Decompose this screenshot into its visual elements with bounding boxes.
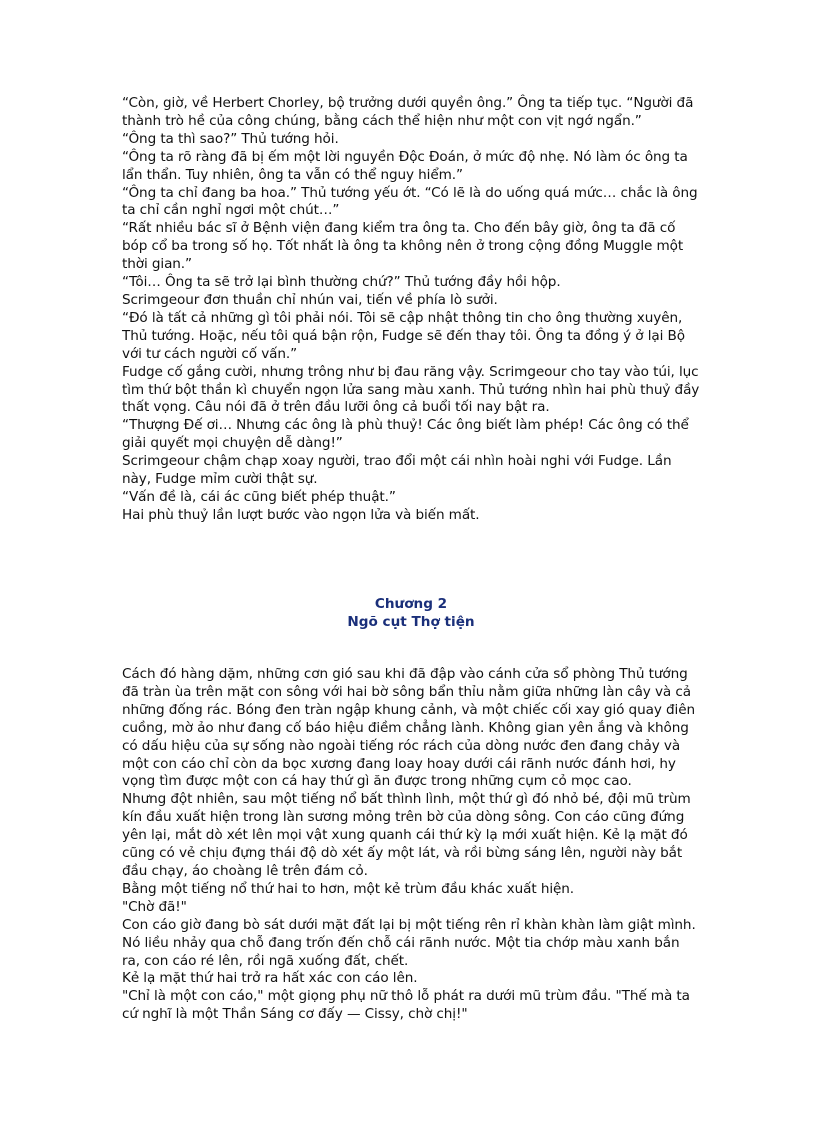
paragraph: “Đó là tất cả những gì tôi phải nói. Tôi sẽ cập nhật thông tin cho ông thường xuyên, Thủ tướng. Hoặc, nếu tôi quá bận rộn, Fudge sẽ đến thay tôi. Ông ta đồng ý ở lại Bộ với tư cách người cố vấn.” bbox=[122, 309, 685, 362]
paragraph: Con cáo giờ đang bò sát dưới mặt đất lại bị một tiếng rên rỉ khàn khàn làm giật mình. Nó liều nhảy qua chỗ đang trốn đến chỗ cái rãnh nước. Một tia chớp màu xanh bắn ra, con cáo ré lên, rồi ngã xuống đất, chết. bbox=[122, 916, 696, 969]
paragraph: "Chỉ là một con cáo," một giọng phụ nữ thô lỗ phát ra dưới mũ trùm đầu. "Thế mà ta cứ nghĩ là một Thần Sáng cơ đấy — Cissy, chờ chị!" bbox=[122, 988, 690, 1023]
paragraph: Fudge cố gắng cười, nhưng trông như bị đau răng vậy. Scrimgeour cho tay vào túi, lục tìm thứ bột thần kì chuyển ngọn lửa sang màu xanh. Thủ tướng nhìn hai phù thuỷ đầy thất vọng. Câu nói đã ở trên đầu lưỡi ông cả buổi tối nay bật ra. bbox=[122, 363, 700, 416]
paragraph: Kẻ lạ mặt thứ hai trở ra hất xác con cáo lên. bbox=[122, 970, 418, 987]
chapter-title: Ngõ cụt Thợ tiện bbox=[347, 614, 475, 630]
paragraph: Scrimgeour chậm chạp xoay người, trao đổi một cái nhìn hoài nghi với Fudge. Lần này, Fudge mỉm cười thật sự. bbox=[122, 453, 672, 488]
narrative-text-top bbox=[122, 95, 700, 525]
paragraph: Scrimgeour đơn thuần chỉ nhún vai, tiến về phía lò sưởi. bbox=[122, 291, 498, 308]
paragraph: “Ông ta chỉ đang ba hoa.” Thủ tướng yếu ớt. “Có lẽ là do uống quá mức… chắc là ông ta chỉ cần nghỉ ngơi một chút…” bbox=[122, 184, 698, 219]
paragraph: “Rất nhiều bác sĩ ở Bệnh viện đang kiểm tra ông ta. Cho đến bây giờ, ông ta đã cố bóp cổ ba trong số họ. Tốt nhất là ông ta không nên ở trong cộng đồng Muggle một thời gian.” bbox=[122, 220, 684, 273]
paragraph: Cách đó hàng dặm, những cơn gió sau khi đã đập vào cánh cửa sổ phòng Thủ tướng đã tràn ùa trên mặt con sông với hai bờ sông bẩn thỉu nằm giữa những làn cây và cả những đống rác. Bóng đen tràn ngập khung cảnh, và một chiếc cối xay gió quay điên cuồng, mờ ảo như đang cố báo hiệu điềm chẳng lành. Không gian yên ắng và không có dấu hiệu của sự sống nào ngoài tiếng róc rách của dòng nước đen đang chảy và một con cáo chỉ còn da bọc xương đang loay hoay dưới cái rãnh nước đánh hơi, hy vọng tìm được một con cá hay thứ gì ăn được trong những cụm cỏ mọc cao. bbox=[122, 666, 695, 790]
paragraph: “Ông ta thì sao?” Thủ tướng hỏi. bbox=[122, 130, 339, 147]
chapter-heading bbox=[122, 595, 700, 631]
paragraph: Hai phù thuỷ lần lượt bước vào ngọn lửa và biến mất. bbox=[122, 506, 480, 523]
paragraph: “Tôi… Ông ta sẽ trở lại bình thường chứ?” Thủ tướng đầy hồi hộp. bbox=[122, 274, 561, 291]
paragraph: “Còn, giờ, về Herbert Chorley, bộ trưởng dưới quyền ông.” Ông ta tiếp tục. “Người đã thành trò hề của công chúng, bằng cách thể hiện như một con vịt ngớ ngẩn.” bbox=[122, 95, 694, 129]
paragraph: “Thượng Đế ơi… Nhưng các ông là phù thuỷ! Các ông biết làm phép! Các ông có thể giải quyết mọi chuyện dễ dàng!” bbox=[122, 417, 689, 452]
paragraph: “Ông ta rõ ràng đã bị ếm một lời nguyền Độc Đoán, ở mức độ nhẹ. Nó làm óc ông ta lẩn thẩn. Tuy nhiên, ông ta vẫn có thể nguy hiểm.” bbox=[122, 148, 688, 183]
paragraph: Bằng một tiếng nổ thứ hai to hơn, một kẻ trùm đầu khác xuất hiện. bbox=[122, 880, 575, 897]
paragraph: “Vấn đề là, cái ác cũng biết phép thuật.” bbox=[122, 488, 396, 505]
narrative-text-bottom bbox=[122, 666, 700, 1024]
paragraph: Nhưng đột nhiên, sau một tiếng nổ bất thình lình, một thứ gì đó nhỏ bé, đội mũ trùm kín đầu xuất hiện trong làn sương mỏng trên bờ của dòng sông. Con cáo cũng đứng yên lại, mắt dò xét lên mọi vật xung quanh cái thứ kỳ lạ mới xuất hiện. Kẻ lạ mặt đó cũng có vẻ chịu đựng thái độ dò xét ấy một lát, và rồi bừng sáng lên, người này bắt đầu chạy, áo choàng lê trên đám cỏ. bbox=[122, 791, 691, 879]
paragraph: "Chờ đã!" bbox=[122, 898, 187, 915]
chapter-number: Chương 2 bbox=[374, 596, 448, 612]
